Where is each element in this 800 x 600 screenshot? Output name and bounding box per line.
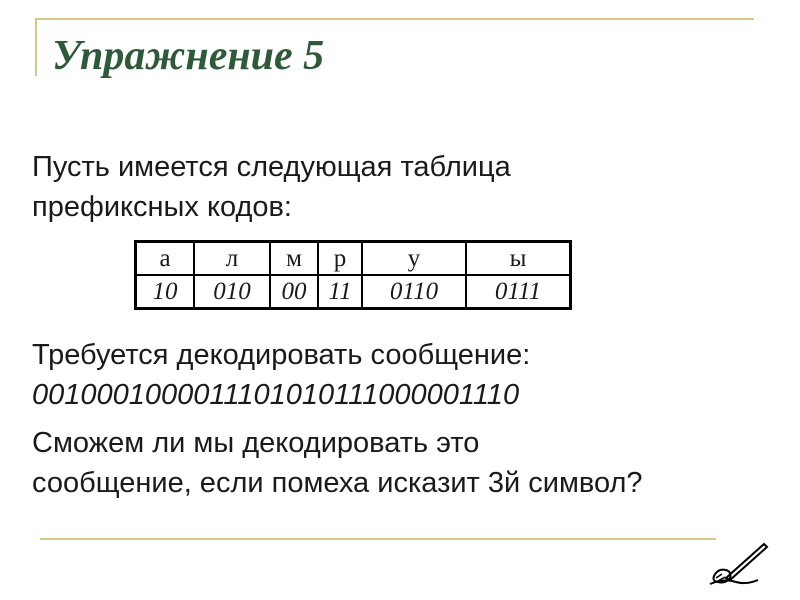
encoded-message: 0010001000011101010111000001110 bbox=[32, 379, 520, 411]
top-divider bbox=[36, 18, 754, 20]
letter-cell: м bbox=[270, 242, 318, 276]
code-cell: 11 bbox=[318, 275, 362, 309]
letter-cell: у bbox=[362, 242, 466, 276]
prefix-code-table bbox=[134, 240, 572, 310]
intro-line-2: префиксных кодов: bbox=[32, 191, 292, 223]
task-line: Требуется декодировать сообщение: bbox=[32, 339, 531, 371]
code-cell: 0111 bbox=[466, 275, 571, 309]
codes-row bbox=[136, 275, 571, 309]
code-cell: 010 bbox=[194, 275, 270, 309]
letters-row bbox=[136, 242, 571, 276]
letter-cell: ы bbox=[466, 242, 571, 276]
writing-hand-icon bbox=[706, 538, 770, 586]
question-line-2: сообщение, если помеха исказит 3й символ? bbox=[32, 467, 643, 499]
question-text bbox=[32, 423, 643, 503]
letter-cell: л bbox=[194, 242, 270, 276]
left-divider bbox=[35, 18, 37, 76]
code-cell: 10 bbox=[136, 275, 195, 309]
letter-cell: р bbox=[318, 242, 362, 276]
task-text bbox=[32, 335, 530, 415]
intro-line-1: Пусть имеется следующая таблица bbox=[32, 151, 511, 183]
letter-cell: а bbox=[136, 242, 195, 276]
code-cell: 0110 bbox=[362, 275, 466, 309]
question-line-1: Сможем ли мы декодировать это bbox=[32, 427, 480, 459]
code-cell: 00 bbox=[270, 275, 318, 309]
bottom-divider bbox=[40, 538, 716, 540]
page-title: Упражнение 5 bbox=[52, 33, 325, 79]
intro-text bbox=[32, 147, 511, 227]
